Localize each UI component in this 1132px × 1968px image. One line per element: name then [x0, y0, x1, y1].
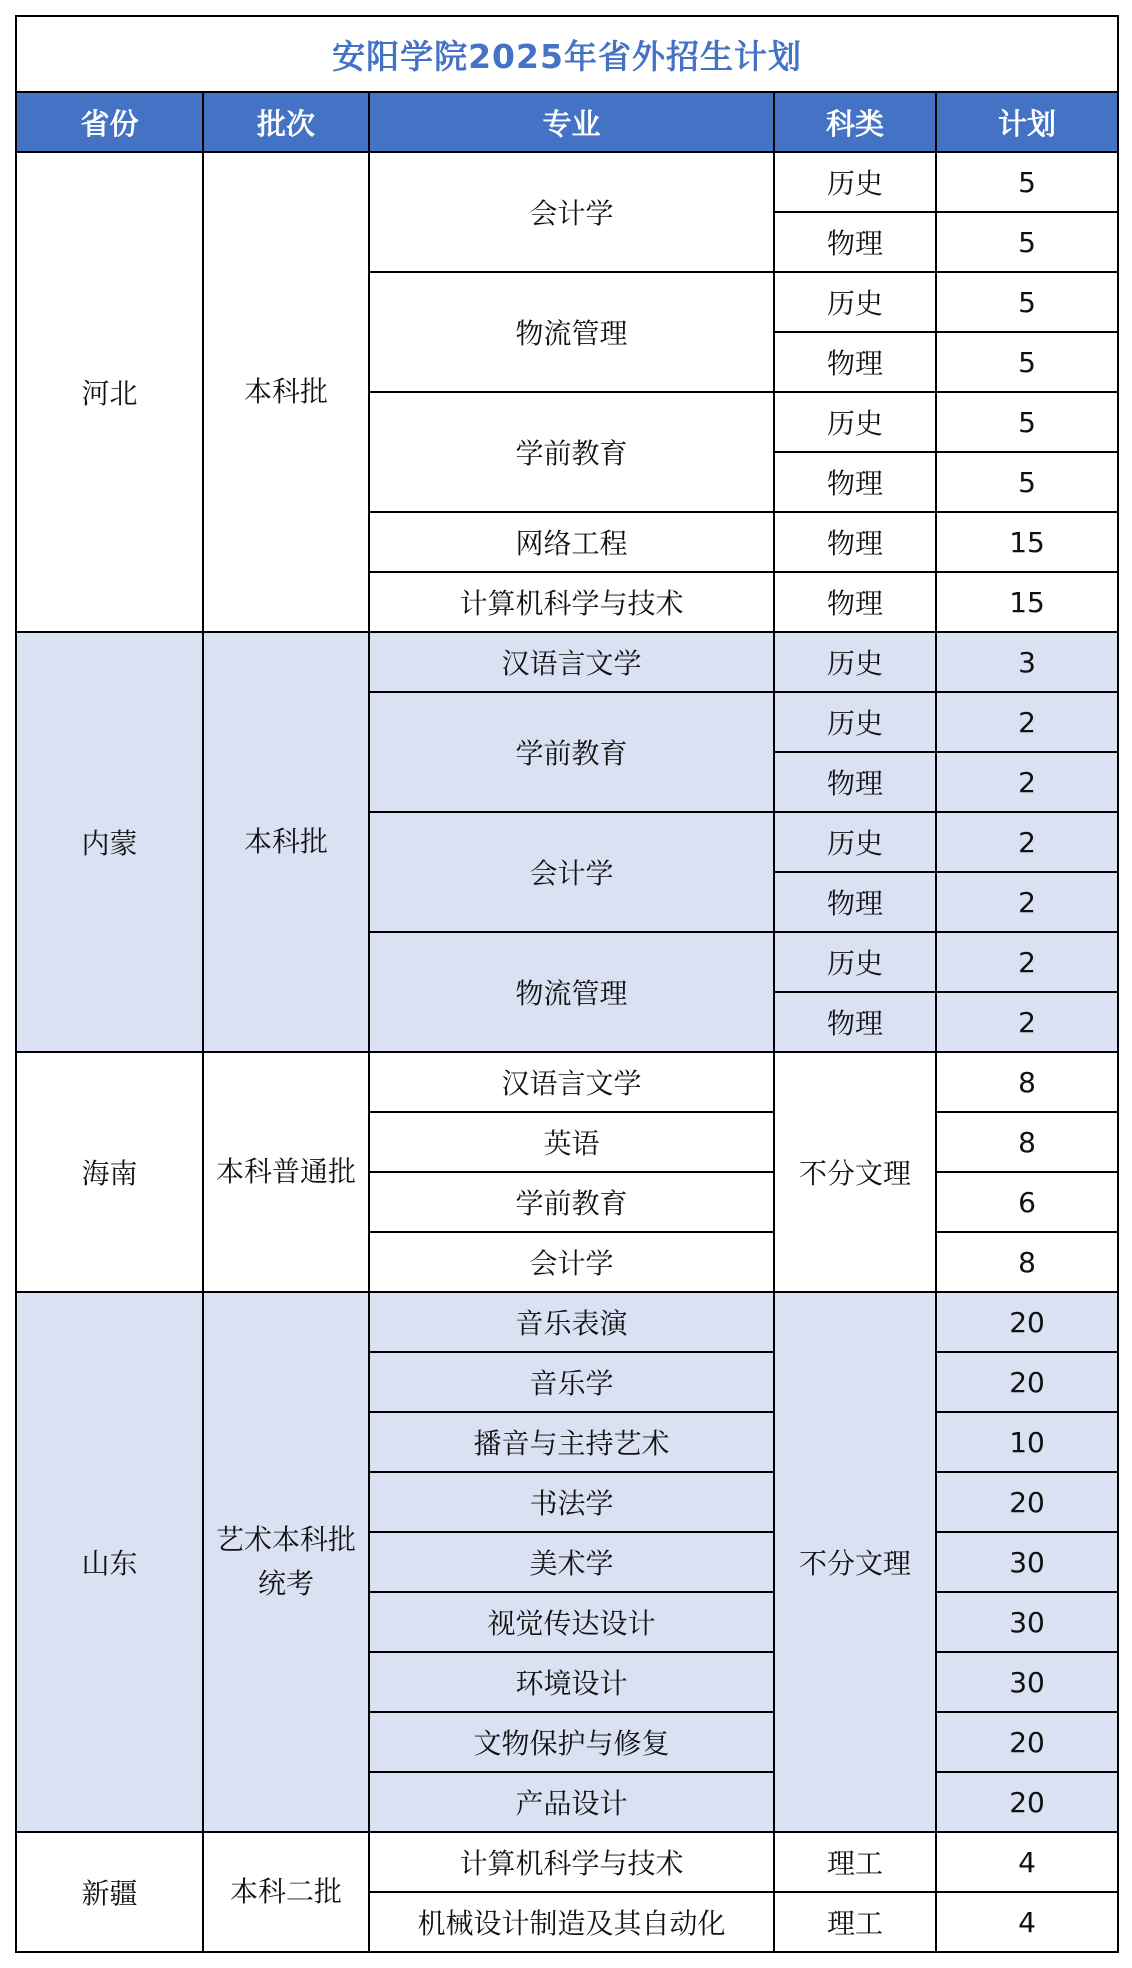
plan-count-cell: 15 — [936, 572, 1118, 632]
major-cell: 物流管理 — [369, 932, 774, 1052]
plan-count-cell: 20 — [936, 1772, 1118, 1832]
category-cell: 物理 — [774, 332, 936, 392]
plan-count-cell: 2 — [936, 872, 1118, 932]
category-cell: 不分文理 — [774, 1292, 936, 1832]
enrollment-plan-table — [15, 15, 1119, 1953]
batch-cell: 本科批 — [203, 152, 369, 632]
plan-count-cell: 5 — [936, 392, 1118, 452]
province-cell: 新疆 — [16, 1832, 203, 1952]
major-cell: 书法学 — [369, 1472, 774, 1532]
category-cell: 物理 — [774, 452, 936, 512]
major-cell: 物流管理 — [369, 272, 774, 392]
plan-count-cell: 4 — [936, 1832, 1118, 1892]
major-cell: 产品设计 — [369, 1772, 774, 1832]
table-row — [16, 1832, 1118, 1892]
plan-count-cell: 20 — [936, 1472, 1118, 1532]
category-cell: 理工 — [774, 1892, 936, 1952]
category-cell: 理工 — [774, 1832, 936, 1892]
plan-count-cell: 30 — [936, 1652, 1118, 1712]
plan-count-cell: 5 — [936, 332, 1118, 392]
plan-count-cell: 2 — [936, 692, 1118, 752]
major-cell: 学前教育 — [369, 692, 774, 812]
plan-count-cell: 8 — [936, 1232, 1118, 1292]
header-batch: 批次 — [203, 92, 369, 152]
major-cell: 学前教育 — [369, 1172, 774, 1232]
plan-count-cell: 4 — [936, 1892, 1118, 1952]
plan-count-cell: 2 — [936, 752, 1118, 812]
category-cell: 历史 — [774, 632, 936, 692]
major-cell: 汉语言文学 — [369, 1052, 774, 1112]
major-cell: 计算机科学与技术 — [369, 1832, 774, 1892]
table-row — [16, 1052, 1118, 1112]
table-row — [16, 632, 1118, 692]
plan-count-cell: 2 — [936, 932, 1118, 992]
table-row — [16, 152, 1118, 212]
plan-count-cell: 8 — [936, 1052, 1118, 1112]
plan-count-cell: 5 — [936, 152, 1118, 212]
plan-count-cell: 8 — [936, 1112, 1118, 1172]
category-cell: 历史 — [774, 152, 936, 212]
category-cell: 物理 — [774, 512, 936, 572]
batch-cell: 本科批 — [203, 632, 369, 1052]
major-cell: 会计学 — [369, 1232, 774, 1292]
major-cell: 计算机科学与技术 — [369, 572, 774, 632]
category-cell: 物理 — [774, 872, 936, 932]
plan-count-cell: 15 — [936, 512, 1118, 572]
plan-count-cell: 20 — [936, 1352, 1118, 1412]
province-cell: 河北 — [16, 152, 203, 632]
plan-count-cell: 20 — [936, 1712, 1118, 1772]
plan-count-cell: 3 — [936, 632, 1118, 692]
table-row — [16, 1292, 1118, 1352]
major-cell: 美术学 — [369, 1532, 774, 1592]
plan-count-cell: 5 — [936, 272, 1118, 332]
plan-count-cell: 2 — [936, 812, 1118, 872]
major-cell: 文物保护与修复 — [369, 1712, 774, 1772]
major-cell: 环境设计 — [369, 1652, 774, 1712]
category-cell: 历史 — [774, 392, 936, 452]
batch-cell: 艺术本科批 统考 — [203, 1292, 369, 1832]
enrollment-plan-sheet — [15, 15, 1117, 1953]
major-cell: 会计学 — [369, 812, 774, 932]
province-cell: 山东 — [16, 1292, 203, 1832]
major-cell: 音乐表演 — [369, 1292, 774, 1352]
header-category: 科类 — [774, 92, 936, 152]
major-cell: 汉语言文学 — [369, 632, 774, 692]
header-major: 专业 — [369, 92, 774, 152]
major-cell: 会计学 — [369, 152, 774, 272]
major-cell: 播音与主持艺术 — [369, 1412, 774, 1472]
category-cell: 物理 — [774, 572, 936, 632]
major-cell: 音乐学 — [369, 1352, 774, 1412]
major-cell: 机械设计制造及其自动化 — [369, 1892, 774, 1952]
batch-cell: 本科普通批 — [203, 1052, 369, 1292]
plan-count-cell: 30 — [936, 1532, 1118, 1592]
plan-count-cell: 20 — [936, 1292, 1118, 1352]
category-cell: 不分文理 — [774, 1052, 936, 1292]
category-cell: 历史 — [774, 692, 936, 752]
category-cell: 历史 — [774, 932, 936, 992]
header-province: 省份 — [16, 92, 203, 152]
major-cell: 英语 — [369, 1112, 774, 1172]
category-cell: 物理 — [774, 992, 936, 1052]
province-cell: 内蒙 — [16, 632, 203, 1052]
plan-count-cell: 6 — [936, 1172, 1118, 1232]
category-cell: 历史 — [774, 812, 936, 872]
plan-count-cell: 10 — [936, 1412, 1118, 1472]
major-cell: 网络工程 — [369, 512, 774, 572]
major-cell: 视觉传达设计 — [369, 1592, 774, 1652]
table-title: 安阳学院2025年省外招生计划 — [16, 16, 1118, 92]
header-plan: 计划 — [936, 92, 1118, 152]
batch-cell: 本科二批 — [203, 1832, 369, 1952]
province-cell: 海南 — [16, 1052, 203, 1292]
category-cell: 历史 — [774, 272, 936, 332]
plan-count-cell: 2 — [936, 992, 1118, 1052]
plan-count-cell: 5 — [936, 212, 1118, 272]
category-cell: 物理 — [774, 752, 936, 812]
plan-count-cell: 30 — [936, 1592, 1118, 1652]
category-cell: 物理 — [774, 212, 936, 272]
plan-count-cell: 5 — [936, 452, 1118, 512]
major-cell: 学前教育 — [369, 392, 774, 512]
